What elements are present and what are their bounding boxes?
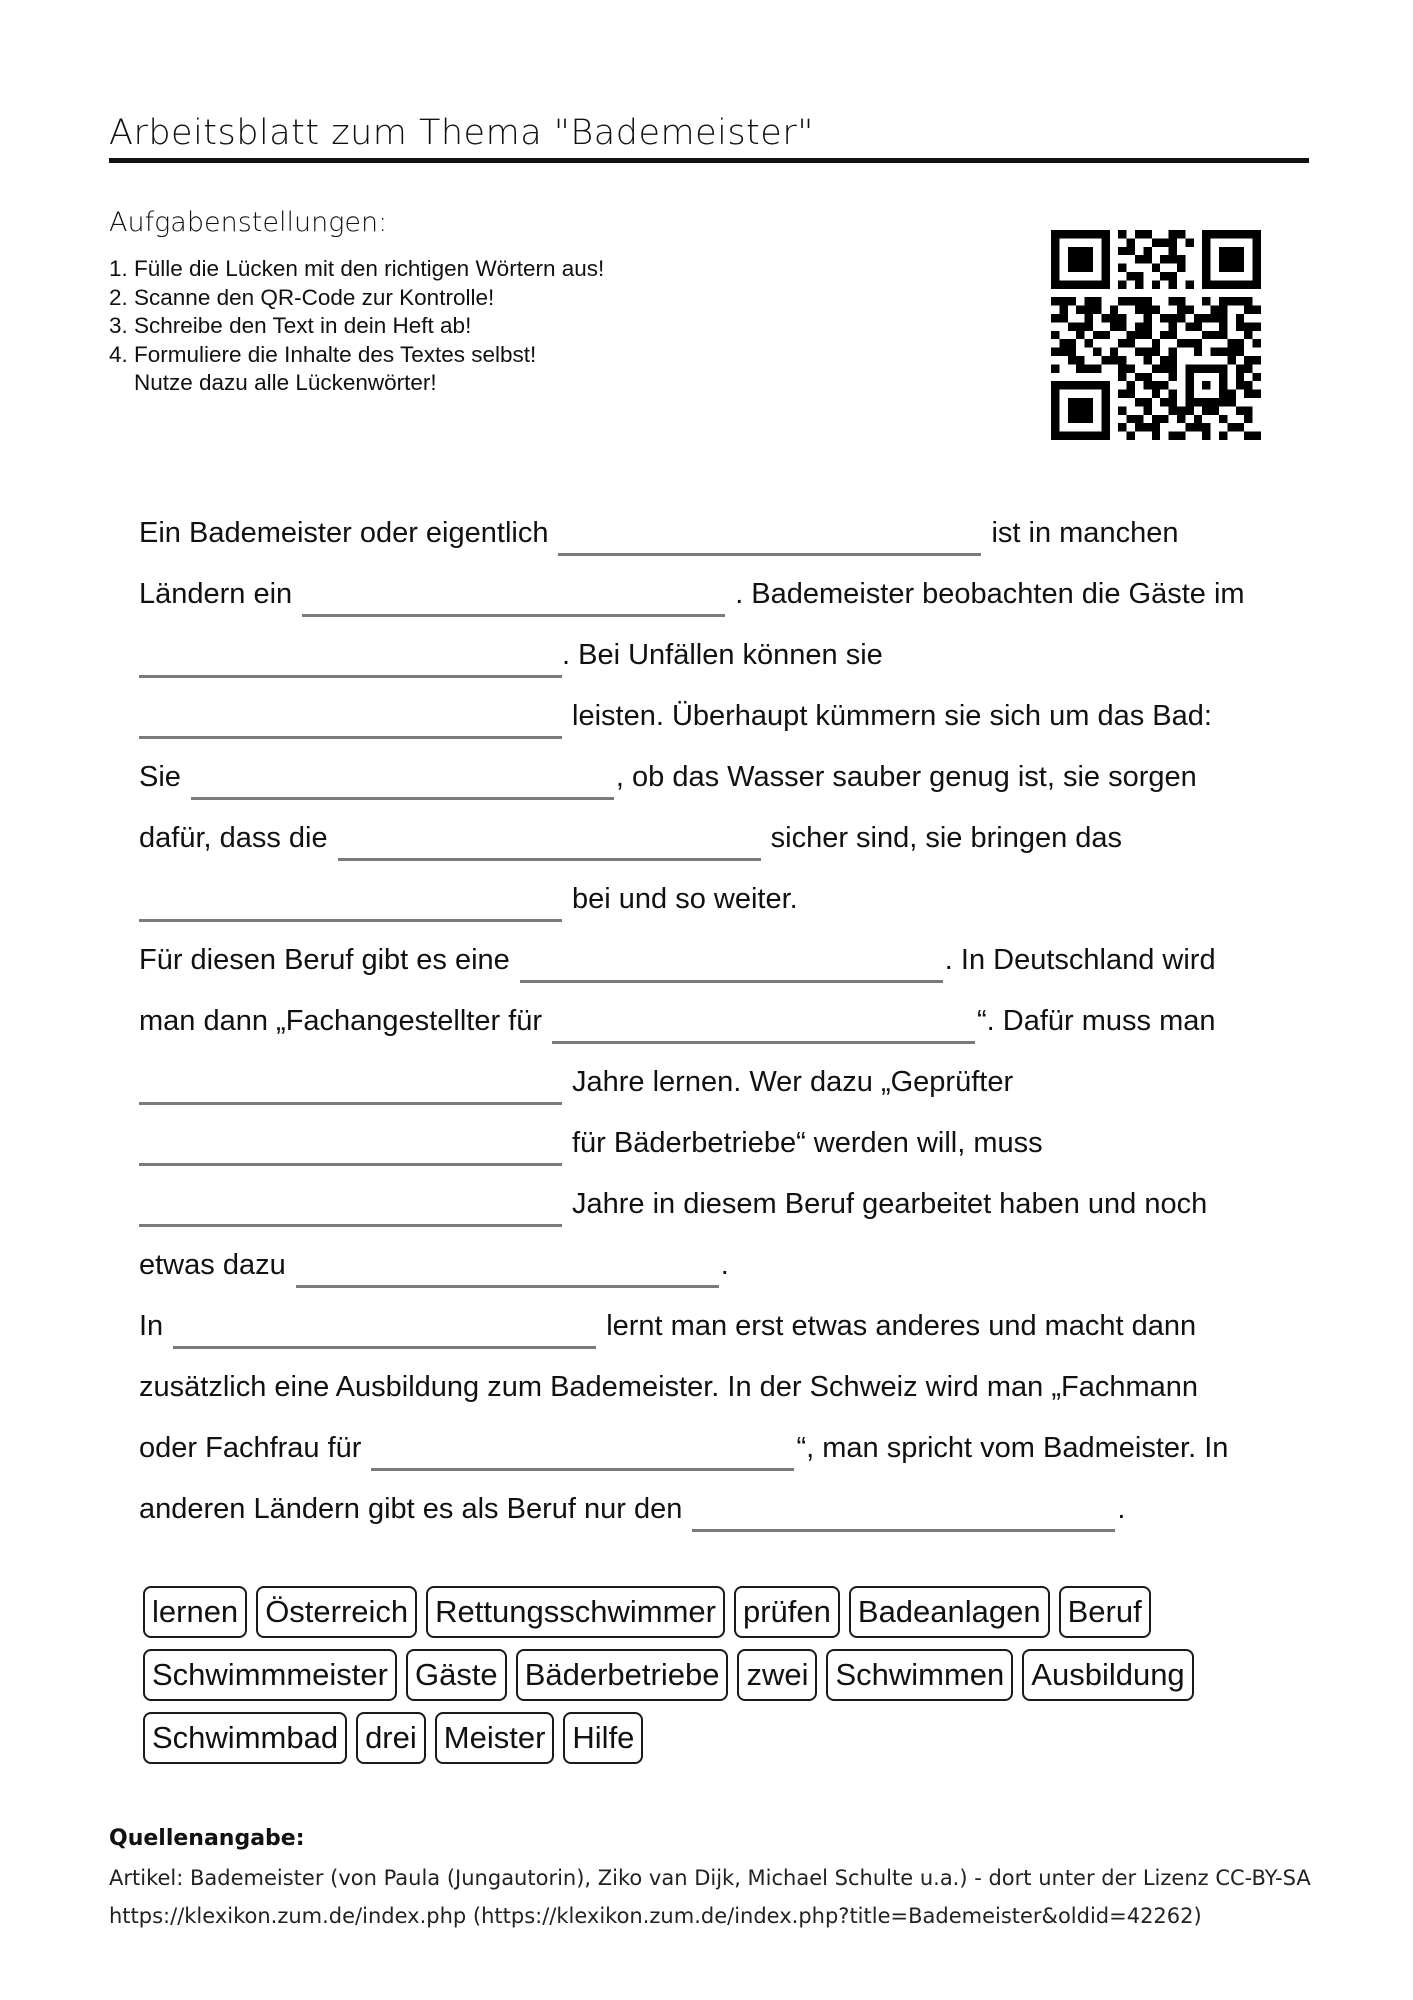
word-chip[interactable]: Österreich	[256, 1586, 417, 1638]
text-line	[139, 815, 1122, 855]
text-line	[139, 1486, 1125, 1526]
word-chip[interactable]: lernen	[143, 1586, 247, 1638]
text-segment: “, man spricht vom Badmeister. In	[796, 1432, 1229, 1464]
text-line	[139, 1242, 729, 1282]
word-chip[interactable]: Beruf	[1059, 1586, 1151, 1638]
text-segment: bei und so weiter.	[572, 883, 798, 915]
word-chip[interactable]: Badeanlagen	[849, 1586, 1050, 1638]
word-chip[interactable]: Schwimmbad	[143, 1712, 347, 1764]
task-item: 2. Scanne den QR-Code zur Kontrolle!	[109, 284, 495, 310]
text-segment: man dann „Fachangestellter für	[139, 1005, 542, 1037]
text-segment: . In Deutschland wird	[944, 944, 1216, 976]
word-chip[interactable]: Meister	[435, 1712, 555, 1764]
text-segment: Sie	[139, 761, 181, 793]
task-item: 1. Fülle die Lücken mit den richtigen Wörtern aus!	[109, 256, 605, 281]
blank-field[interactable]	[191, 763, 614, 800]
text-segment: Ein Bademeister oder eigentlich	[139, 517, 549, 549]
word-chip[interactable]: Schwimmmeister	[143, 1649, 397, 1701]
blank-field[interactable]	[296, 1251, 719, 1288]
text-segment: für Bäderbetriebe“ werden will, muss	[572, 1127, 1043, 1159]
blank-field[interactable]	[139, 641, 562, 678]
word-chip[interactable]: Gäste	[406, 1649, 507, 1701]
word-chip[interactable]: Hilfe	[563, 1712, 643, 1764]
word-bank-row	[143, 1649, 1303, 1701]
text-line	[139, 1425, 1228, 1465]
text-segment: oder Fachfrau für	[139, 1432, 362, 1464]
text-segment: , ob das Wasser sauber genug ist, sie sorgen	[615, 761, 1197, 793]
tasks-heading: Aufgabenstellungen:	[109, 207, 388, 238]
text-line	[139, 1303, 1196, 1343]
text-line	[139, 1181, 1207, 1221]
text-line	[139, 1364, 1198, 1404]
blank-field[interactable]	[371, 1434, 794, 1471]
qr-code[interactable]	[1051, 230, 1261, 440]
text-segment: leisten. Überhaupt kümmern sie sich um das Bad:	[572, 700, 1212, 732]
blank-field[interactable]	[173, 1312, 596, 1349]
blank-field[interactable]	[139, 1190, 562, 1227]
word-chip[interactable]: drei	[356, 1712, 426, 1764]
blank-field[interactable]	[302, 580, 725, 617]
text-line	[139, 1120, 1043, 1160]
text-segment: . Bei Unfällen können sie	[562, 639, 883, 671]
task-item: Nutze dazu alle Lückenwörter!	[109, 370, 437, 395]
text-segment: . Bademeister beobachten die Gäste im	[735, 578, 1245, 610]
text-segment: Jahre in diesem Beruf gearbeitet haben und noch	[572, 1188, 1208, 1220]
text-segment: .	[720, 1249, 729, 1281]
task-item: 3. Schreibe den Text in dein Heft ab!	[109, 313, 472, 338]
text-line	[139, 510, 1178, 550]
text-segment: anderen Ländern gibt es als Beruf nur den	[139, 1493, 683, 1525]
text-segment: ist in manchen	[991, 517, 1179, 549]
word-chip[interactable]: Bäderbetriebe	[516, 1649, 729, 1701]
text-segment: “. Dafür muss man	[977, 1005, 1216, 1037]
text-segment: In	[139, 1310, 164, 1342]
text-segment: etwas dazu	[139, 1249, 286, 1281]
text-line	[139, 998, 1216, 1038]
blank-field[interactable]	[338, 824, 761, 861]
word-chip[interactable]: zwei	[737, 1649, 817, 1701]
word-chip[interactable]: Ausbildung	[1022, 1649, 1193, 1701]
text-line	[139, 632, 883, 672]
word-bank	[143, 1586, 1303, 1775]
text-line	[139, 693, 1212, 733]
blank-field[interactable]	[552, 1007, 975, 1044]
blank-field[interactable]	[139, 1129, 562, 1166]
text-segment: sicher sind, sie bringen das	[770, 822, 1123, 854]
text-segment: Für diesen Beruf gibt es eine	[139, 944, 510, 976]
word-bank-row	[143, 1712, 1303, 1764]
blank-field[interactable]	[139, 702, 562, 739]
text-segment: Jahre lernen. Wer dazu „Geprüfter	[572, 1066, 1014, 1098]
page-title: Arbeitsblatt zum Thema "Bademeister"	[109, 113, 814, 153]
text-line	[139, 571, 1245, 611]
word-chip[interactable]: prüfen	[734, 1586, 840, 1638]
source-heading: Quellenangabe:	[109, 1826, 305, 1851]
text-line	[139, 1059, 1013, 1099]
blank-field[interactable]	[139, 885, 562, 922]
word-chip[interactable]: Rettungsschwimmer	[426, 1586, 725, 1638]
word-bank-row	[143, 1586, 1303, 1638]
text-line	[139, 937, 1216, 977]
text-segment: dafür, dass die	[139, 822, 328, 854]
word-chip[interactable]: Schwimmen	[826, 1649, 1013, 1701]
blank-field[interactable]	[139, 1068, 562, 1105]
blank-field[interactable]	[558, 519, 981, 556]
blank-field[interactable]	[692, 1495, 1115, 1532]
task-list	[109, 255, 604, 398]
source-line: Artikel: Bademeister (von Paula (Jungautorin), Ziko van Dijk, Michael Schulte u.a.) - dort unter der Lizenz CC-BY-SA	[109, 1866, 1311, 1890]
task-item: 4. Formuliere die Inhalte des Textes selbst!	[109, 341, 537, 367]
text-segment: lernt man erst etwas anderes und macht dann	[606, 1310, 1197, 1342]
source-link[interactable]: https://klexikon.zum.de/index.php (https://klexikon.zum.de/index.php?title=Bademeister&oldid=42262)	[109, 1904, 1202, 1928]
text-segment: Ländern ein	[139, 578, 293, 610]
text-segment: zusätzlich eine Ausbildung zum Bademeister. In der Schweiz wird man „Fachmann	[139, 1371, 1199, 1403]
text-line	[139, 876, 798, 916]
text-line	[139, 754, 1197, 794]
title-rule	[109, 158, 1309, 163]
text-segment: .	[1117, 1493, 1126, 1525]
blank-field[interactable]	[520, 946, 943, 983]
